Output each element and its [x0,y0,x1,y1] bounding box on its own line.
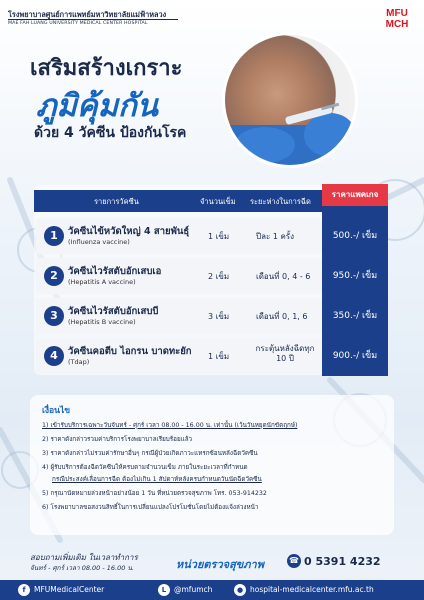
phone-number[interactable]: 0 5391 4232 [304,555,381,568]
table-row [36,218,322,254]
dose-count: 1 เข็ม [208,352,230,361]
condition-item: 6) โรงพยาบาลขอสงวนสิทธิ์ในการเปลี่ยนแปลงโปรโมชั่นโดยไม่ต้องแจ้งล่วงหน้า [42,504,259,511]
vaccine-name-en: (Tdap) [68,358,90,366]
dose-count: 2 เข็ม [208,272,230,281]
header-interval: ระยะห่างในการฉีด [250,197,311,206]
title-line-2: ภูมิคุ้มกัน [36,88,159,124]
vaccine-price: 500.-/ เข็ม [332,231,378,241]
line-icon: L [158,584,170,596]
vaccine-name: วัคซีนไวรัสตับอักเสบเอ [68,266,162,277]
table-row [36,298,322,334]
gloved-hand-syringe-illustration [225,35,358,168]
table-header [34,190,322,212]
vaccine-price: 950.-/ เข็ม [332,271,378,281]
dose-interval: เดือนที่ 0, 1, 6 [256,312,308,321]
condition-item: 4) ผู้รับบริการต้องฉีดวัคซีนให้ครบตามจำนวนเข็ม ภายในระยะเวลาที่กำหนด [42,464,248,471]
dose-interval: ปีละ 1 ครั้ง [256,232,295,241]
vaccine-price: 900.-/ เข็ม [332,351,378,361]
dose-count: 1 เข็ม [208,232,230,241]
facebook-handle[interactable]: MFUMedicalCenter [34,585,105,594]
hospital-name-th: โรงพยาบาลศูนย์การแพทย์มหาวิทยาลัยแม่ฟ้าหลวง [8,10,167,19]
row-number: 2 [44,266,64,286]
table-row [36,258,322,294]
conditions-title: เงื่อนไข [42,406,71,416]
condition-item: กรณีประสงค์เลื่อนการฉีด ต้องไม่เกิน 1 สัปดาห์หลังครบกำหนดวันนัดฉีดวัคซีน [52,476,262,483]
hospital-logo [380,8,414,38]
dose-interval: กระตุ้นหลังฉีดทุก 10 ปี [255,344,315,363]
health-check-unit: หน่วยตรวจสุขภาพ [176,558,264,571]
vaccine-name-en: (Influenza vaccine) [68,238,130,246]
dose-interval: เดือนที่ 0, 4 - 6 [256,272,311,281]
hospital-name-en: MAE FAH LUANG UNIVERSITY MEDICAL CENTER HOSPITAL [8,21,148,26]
title-line-1: เสริมสร้างเกราะ [30,56,183,81]
vaccine-name: วัคซีนไวรัสตับอักเสบบี [68,306,159,317]
row-number: 1 [44,226,64,246]
vaccine-name: วัคซีนไข้หวัดใหญ่ 4 สายพันธุ์ [68,226,190,237]
header [0,0,424,46]
condition-item: 2) ราคาดังกล่าวรวมค่าบริการโรงพยาบาลเรียบร้อยแล้ว [42,436,193,443]
condition-item: 5) กรุณานัดหมายล่วงหน้าอย่างน้อย 1 วัน ที่หน่วยตรวจสุขภาพ โทร. 053-914232 [42,490,267,497]
contact-hours: จันทร์ - ศุกร์ เวลา 08.00 - 16.00 น. [30,564,134,572]
header-vaccine: รายการวัคซีน [94,197,139,206]
condition-item: 1) เข้ารับบริการเฉพาะวันจันทร์ - ศุกร์ เวลา 08.00 - 16.00 น. เท่านั้น (เว้นวันหยุดนักขัตฤกษ์) [42,422,298,429]
logo-text-top: MFU [386,8,408,19]
row-number: 4 [44,346,64,366]
title-line-3: ด้วย 4 วัคซีน ป้องกันโรค [34,125,187,141]
website-link[interactable]: hospital-medicalcenter.mfu.ac.th [250,585,374,594]
vaccination-photo [222,32,358,168]
dose-count: 3 เข็ม [208,312,230,321]
phone-icon: ☎ [287,554,301,568]
header-doses: จำนวนเข็ม [200,197,236,206]
line-handle[interactable]: @mfumch [174,585,213,594]
header-divider [8,19,178,20]
vaccine-name-en: (Hepatitis B vaccine) [68,318,136,326]
logo-text-bottom: MCH [385,19,409,30]
vaccine-name-en: (Hepatitis A vaccine) [68,278,136,286]
row-number: 3 [44,306,64,326]
vaccine-name: วัคซีนคอตีบ ไอกรน บาดทะยัก [68,346,192,357]
header-price: ราคาแพคเกจ [322,184,388,206]
vaccine-price: 350.-/ เข็ม [332,311,378,321]
condition-item: 3) ราคาดังกล่าวไม่รวมค่ารักษาอื่นๆ กรณีผู้ป่วยเกิดภาวะแทรกซ้อนหลังฉีดวัคซีน [42,450,258,457]
table-row [36,338,322,374]
globe-icon: ● [234,584,246,596]
contact-inquiry: สอบถามเพิ่มเติม ในเวลาทำการ [30,553,138,562]
facebook-icon: f [18,584,30,596]
